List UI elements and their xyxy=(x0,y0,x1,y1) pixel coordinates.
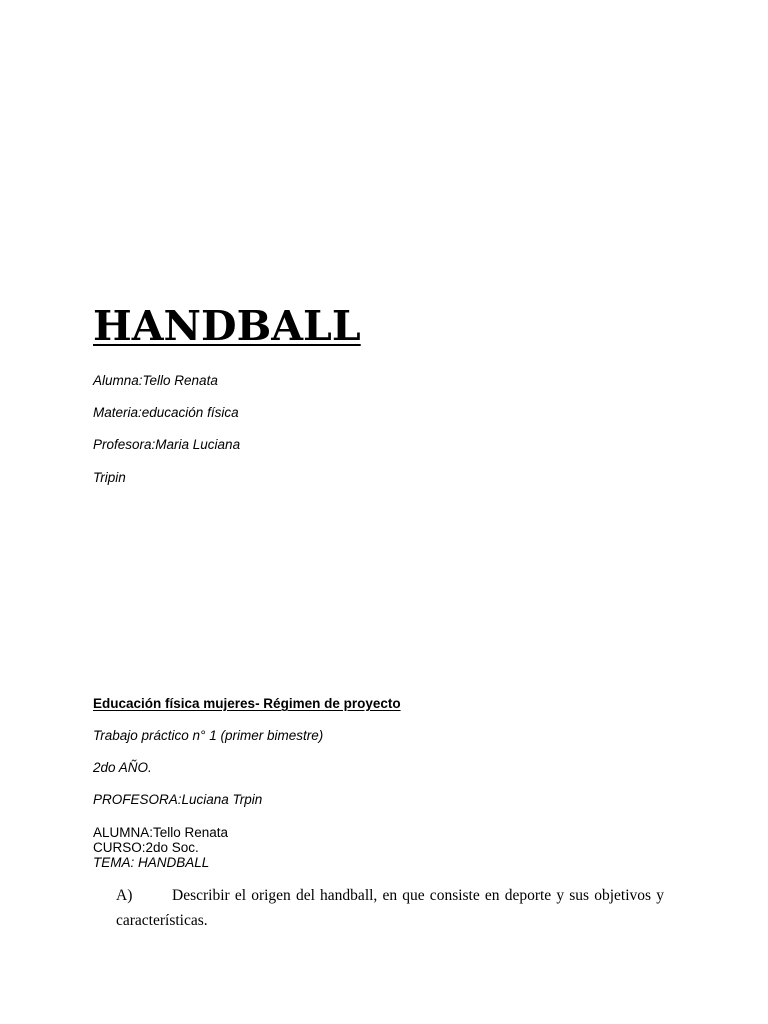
question-a xyxy=(116,883,664,933)
header-tema: TEMA: HANDBALL xyxy=(93,855,210,870)
header-profesora: PROFESORA:Luciana Trpin xyxy=(93,792,263,807)
cover-profesora-continued: Tripin xyxy=(93,470,126,485)
cover-profesora: Profesora:Maria Luciana xyxy=(93,437,241,452)
anio: 2do AÑO. xyxy=(93,760,152,775)
cover-materia: Materia:educación física xyxy=(93,405,239,420)
cover-alumna: Alumna:Tello Renata xyxy=(93,373,218,388)
question-text: Describir el origen del handball, en que consiste en deporte y sus objetivos y características. xyxy=(116,887,664,929)
trabajo-practico: Trabajo práctico n° 1 (primer bimestre) xyxy=(93,728,324,743)
question-letter: A) xyxy=(116,887,133,904)
header-alumna: ALUMNA:Tello Renata xyxy=(93,825,229,840)
header-curso: CURSO:2do Soc. xyxy=(93,840,199,855)
section-title: Educación física mujeres- Régimen de proyecto xyxy=(93,696,401,711)
document-title: HANDBALL xyxy=(93,302,361,350)
